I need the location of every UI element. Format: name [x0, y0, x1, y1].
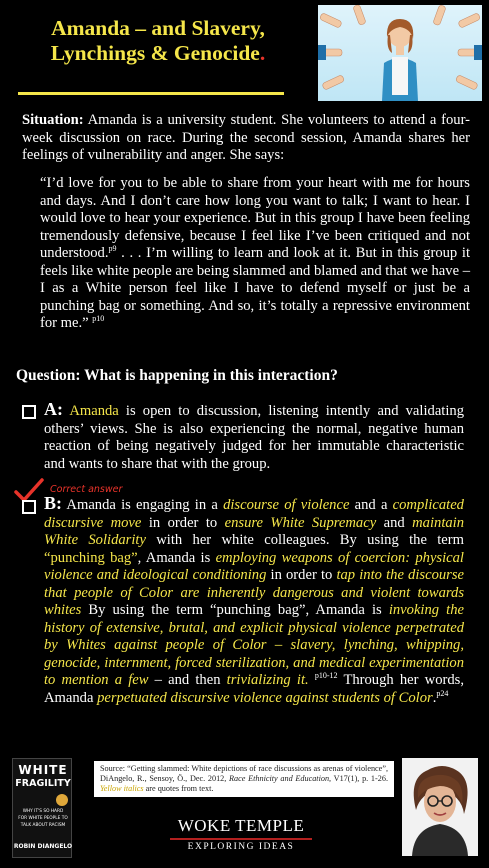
book-author: ROBIN DIANGELO [13, 843, 73, 850]
option-a-text [44, 401, 464, 473]
situation-text: Amanda is a university student. She volunteers to attend a four-week discussion on race. During the second session, Amanda shares her feelings of vulnerability and anger. She says: [22, 112, 470, 163]
woman-surrounded-by-pointing-hands-icon [318, 5, 482, 101]
option-b-t1: Amanda is engaging in a [62, 497, 224, 513]
pointing-fingers-illustration [318, 5, 482, 101]
title-line-1: Amanda – and Slavery, [51, 16, 265, 40]
question-heading: Question: What is happening in this interaction? [16, 367, 338, 384]
book-title-1: WHITE [18, 763, 68, 777]
option-b-letter: B: [44, 493, 62, 513]
option-b-ref-1: p10-12 [314, 671, 338, 680]
option-b-t8: By using the term “punching bag”, Amanda is [81, 602, 389, 618]
option-b-q1: “punching bag” [44, 549, 138, 566]
source-journal: Race Ethnicity and Education, [229, 774, 332, 783]
option-b-t5: with her white colleagues. By using the term [145, 532, 464, 548]
option-b-h8: trivializing it. [226, 672, 309, 688]
option-b-h6: tap into the discourse that people of Color are inherently dangerous and violent towards whites [44, 567, 464, 618]
option-b-ref-2: p24 [436, 688, 449, 698]
quote-ref-2: p10 [92, 314, 105, 323]
source-t2: V17(1), p. 1-26. [331, 774, 388, 783]
brand-tagline: EXPLORING IDEAS [187, 842, 295, 852]
correct-answer-label: Correct answer [50, 484, 123, 495]
title-dot: . [259, 41, 266, 65]
title-line-2: Lynchings & Genocide [50, 41, 260, 65]
amanda-quote [40, 175, 470, 333]
option-a-body: is open to discussion, listening intently and validating others’ views. She is also experiencing the normal, negative human reaction of being negatively judged for her immutable characteristic and wants to share that with the group. [44, 403, 465, 472]
option-b-h9: perpetuated discursive violence against students of Color [97, 689, 433, 706]
book-subtitle-2: FOR WHITE PEOPLE TO [18, 816, 68, 821]
book-title-2: FRAGILITY [15, 778, 71, 789]
option-a-name: Amanda [69, 403, 119, 419]
source-t3: are quotes from text. [143, 784, 214, 793]
brand-divider [170, 838, 312, 840]
option-b-checkbox[interactable] [22, 500, 36, 514]
option-b-t7: in order to [266, 567, 337, 583]
option-b-h3: ensure White Supremacy [224, 514, 377, 531]
option-b-t6: , Amanda is [137, 549, 216, 566]
quote-part-2: . . . I’m willing to learn and look at it. But in this group it feels like white people are being slammed and blamed and that we have – I as a White person feel like I have to defend myself or just be a punching bag or something. And so, it’s totally a repressive environment for me.” [40, 245, 470, 331]
book-subtitle-1: WHY IT'S SO HARD [22, 809, 64, 814]
source-t1: Source: “Getting slammed: White depictions of race discussions as arenas of violence”, DiAngelo, R., Sensoy, Ö., Dec. 2012, [100, 764, 388, 783]
option-b-h2: complicated discursive move [44, 497, 464, 531]
option-b-t10: Through her words, Amanda [44, 672, 465, 706]
author-portrait [402, 758, 478, 856]
option-b-h1: discourse of violence [223, 497, 350, 513]
option-b-t2: and a [349, 497, 393, 513]
book-subtitle-3: TALK ABOUT RACISM [20, 823, 66, 828]
situation-paragraph [22, 112, 470, 165]
source-note: Yellow italics [100, 784, 144, 793]
author-portrait-icon [402, 758, 478, 856]
option-b-t11: . [432, 689, 437, 706]
book-cover [12, 758, 72, 858]
brand-logo: WOKE TEMPLE [177, 816, 305, 835]
option-b-h5: employing weapons of coercion: physical violence and ideological conditioning [44, 549, 464, 583]
option-a-checkbox[interactable] [22, 405, 36, 419]
book-badge-icon [56, 794, 68, 806]
option-b-t3: in order to [141, 514, 225, 531]
situation-label: Situation: [22, 112, 84, 128]
option-b-h7: invoking the history of extensive, brutal, and explicit physical violence perpetrated by Whites against people of Color – slavery, lynching, whipping, genocide, internment, forced sterilization, and medical experimentation to mention a few [44, 602, 464, 688]
option-b-text [44, 495, 464, 707]
source-citation [94, 761, 394, 797]
quote-part-1: “I’d love for you to be able to share from your heart with me for hours and days. And I don’t care how long you want to talk; I want to hear. I would love to hear your experience. But in this group I have been feeling tremendously defensive, because I feel like I’ve been critiqued and not understood. [40, 175, 470, 261]
quote-ref-1: p9 [108, 244, 117, 253]
title-underline [18, 92, 284, 95]
option-b-t4: and [376, 514, 413, 531]
option-b-t9: – and then [148, 672, 227, 688]
option-b-h4: maintain White Solidarity [44, 514, 465, 548]
option-a-letter: A: [44, 399, 63, 419]
page-title [18, 16, 298, 66]
